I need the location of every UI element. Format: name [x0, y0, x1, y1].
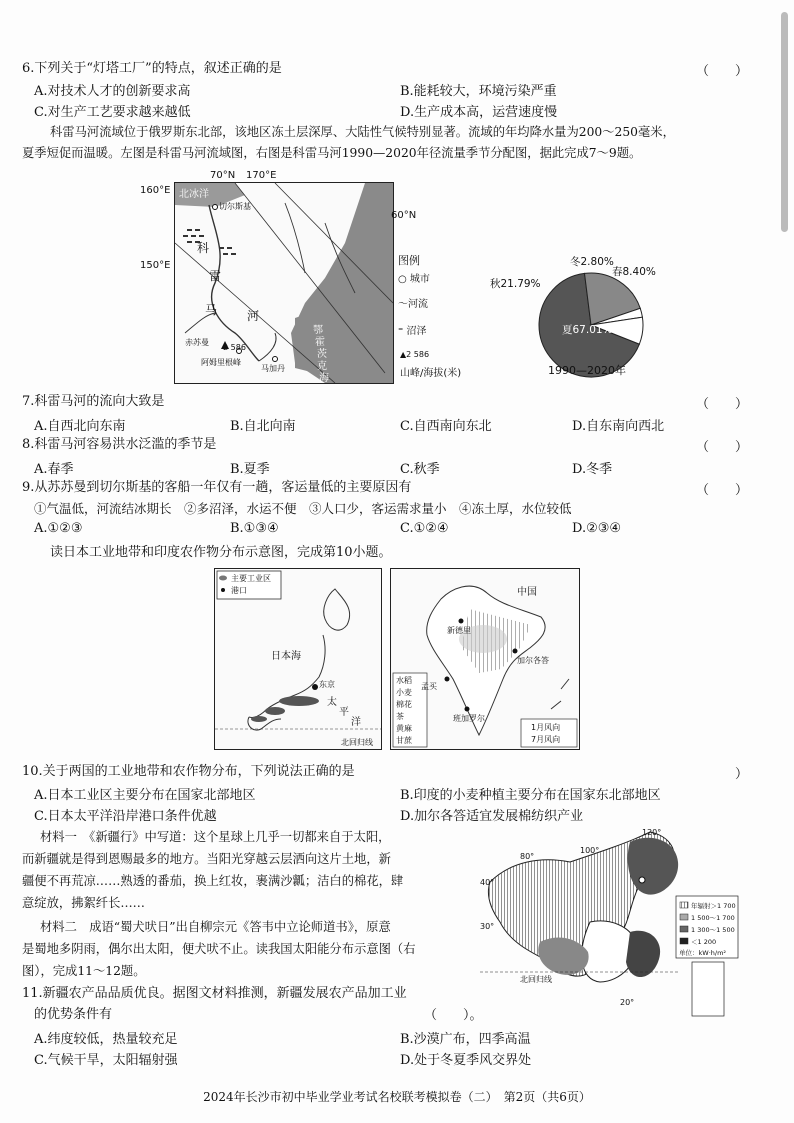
q6-paren: （ ）: [695, 64, 748, 79]
q10-option-a: A.日本工业区主要分布在国家北部地区: [34, 788, 256, 803]
q9-option-d: D.②③④: [572, 521, 622, 536]
legend-peak: 山峰/海拔(米): [400, 368, 462, 379]
legend-city-label: 城市: [409, 274, 430, 285]
q11-option-a: A.纬度较低，热量较充足: [34, 1032, 178, 1047]
map-city-chersky: 切尔斯基: [219, 202, 251, 211]
legend-river-label: 河流: [408, 299, 428, 310]
q10-paren: ）: [734, 767, 748, 782]
map-label-170e: 170°E: [246, 170, 277, 181]
q10-option-c: C.日本太平洋沿岸港口条件优越: [34, 809, 217, 824]
map-sea-okhotsk-3: 茨: [317, 349, 327, 360]
chinamap-legend-2: 1 500～1 700: [691, 914, 735, 922]
japan-map: [214, 568, 382, 750]
map-label-60n: 60°N: [391, 210, 417, 221]
chinamap-lat-20: 20°: [620, 998, 635, 1007]
map-sea-okhotsk-2: 霍: [315, 337, 325, 348]
q9-option-a: A.①②③: [34, 521, 83, 536]
legend-city-icon: ○: [398, 274, 407, 285]
india-legend-jute: 黄麻: [396, 724, 412, 733]
q8-stem: 8.科雷马河容易洪水泛滥的季节是: [22, 437, 217, 452]
pie-label-summer: 夏67.01%: [562, 324, 613, 336]
india-city-newdelhi: 新德里: [447, 626, 471, 635]
legend-title: 图例: [398, 254, 420, 267]
q11-stem-line2: 的优势条件有: [34, 1007, 113, 1022]
q7-option-a: A.自西北向东南: [34, 419, 126, 434]
india-legend-wind-jul: 7月风向: [531, 735, 561, 744]
chinamap-lat-30: 30°: [480, 922, 495, 931]
q9-option-b: B.①③④: [230, 521, 279, 536]
india-legend-cotton: 棉花: [396, 700, 412, 709]
q6-option-c: C.对生产工艺要求越来越低: [34, 105, 191, 120]
pie-label-autumn: 秋21.79%: [490, 278, 541, 290]
q7-option-c: C.自西南向东北: [400, 419, 492, 434]
chinamap-tropic: 北回归线: [520, 975, 552, 984]
q6-option-a: A.对技术人才的创新要求高: [34, 84, 191, 99]
map-city-susuman: 赤苏曼: [185, 338, 209, 347]
chinamap-legend-4: ＜1 200: [691, 938, 717, 946]
chinamap-lon-120: 120°: [642, 828, 662, 837]
legend-river: [398, 295, 428, 310]
india-legend-tea: 茶: [396, 712, 404, 721]
q11-paren: （ ）。: [424, 1008, 483, 1023]
q10-option-b: B.印度的小麦种植主要分布在国家东北部地区: [400, 788, 661, 803]
map-label-70n: 70°N: [210, 170, 236, 181]
legend-swamp-icon: ⁼: [398, 326, 404, 337]
intro-10: 读日本工业地带和印度农作物分布示意图，完成第10小题。: [50, 545, 392, 560]
map-label-150e: 150°E: [140, 260, 171, 271]
japan-ocean-2: 平: [339, 707, 349, 718]
india-legend-rice: 水稻: [396, 676, 412, 685]
japan-city-tokyo: 东京: [319, 680, 335, 689]
q7-option-d: D.自东南向西北: [572, 419, 665, 434]
legend-peak-value: ▲2 586: [400, 350, 430, 359]
chinamap-legend-unit: 单位：kW·h/m²: [679, 949, 727, 957]
q6-option-b: B.能耗较大，环境污染严重: [400, 84, 557, 99]
q8-option-d: D.冬季: [572, 462, 613, 477]
material1-line1: 材料一 《新疆行》中写道：这个星球上几乎一切都来自于太阳，: [40, 830, 391, 844]
china-solar-map: [480, 822, 742, 1018]
japan-sea-3: 海: [291, 651, 301, 662]
map-river-char1: 科: [197, 241, 210, 255]
legend-swamp: [398, 322, 426, 337]
kolyma-map-drawing: [175, 183, 393, 383]
q9-paren: （ ）: [695, 483, 748, 498]
map-city-magadan: 马加丹: [261, 364, 285, 373]
material2-line3: 图），完成11～12题。: [22, 964, 146, 978]
india-legend-wheat: 小麦: [396, 688, 412, 697]
map-sea-okhotsk-5: 海: [319, 373, 329, 384]
q9-items: ①气温低，河流结冰期长 ②多沼泽，水运不便 ③人口少，客运需求量小 ④冻土厚，水位较低: [34, 501, 572, 516]
japan-ocean-3: 洋: [351, 717, 361, 728]
material1-line3: 疆便不再荒凉……熟透的番茄，换上红妆，裹满沙瓤；洁白的棉花，肆: [22, 874, 404, 888]
q10-option-d: D.加尔各答适宜发展棉纺织产业: [400, 809, 584, 824]
map-river-char3: 马: [205, 303, 218, 317]
material1-line4: 意绽放，拂絮纤长……: [22, 896, 145, 910]
pie-label-spring: 春8.40%: [612, 266, 656, 278]
japan-legend-port: 港口: [231, 586, 247, 595]
pie-label-winter: 冬2.80%: [570, 256, 614, 268]
map-mountain-name: 阿姆里根峰: [201, 358, 241, 367]
chinamap-lat-40: 40°: [480, 878, 495, 887]
legend-city: [398, 270, 430, 285]
chinamap-legend-3: 1 300～1 500: [691, 926, 735, 934]
india-label-china: 中国: [517, 587, 537, 598]
japan-legend-industry: 主要工业区: [231, 574, 271, 583]
chinamap-legend-1: 年辐射＞1 700: [691, 902, 736, 910]
intro-7-9-line1: 科雷马河流域位于俄罗斯东北部，该地区冻土层深厚、大陆性气候特别显著。流域的年均降水量为200～250毫米，: [50, 125, 675, 139]
india-map: [390, 568, 580, 750]
kolyma-map: [174, 182, 394, 384]
japan-ocean-1: 太: [327, 697, 337, 708]
map-label-160e: 160°E: [140, 185, 171, 196]
vertical-scrollbar[interactable]: [781, 12, 788, 232]
q9-stem: 9.从苏苏曼到切尔斯基的客船一年仅有一趟，客运量低的主要原因有: [22, 480, 412, 495]
chinamap-lon-80: 80°: [520, 852, 535, 861]
material2-line2: 是蜀地多阴雨，偶尔出太阳，便犬吠不止。读我国太阳能分布示意图（右: [22, 942, 416, 956]
q11-option-d: D.处于冬夏季风交界处: [400, 1053, 532, 1068]
material1-line2: 而新疆就是得到恩赐最多的地方。当阳光穿越云层洒向这片土地，新: [22, 852, 391, 866]
map-sea-okhotsk-1: 鄂: [313, 325, 323, 336]
q8-option-c: C.秋季: [400, 462, 440, 477]
q8-option-a: A.春季: [34, 462, 74, 477]
japan-sea-2: 本: [281, 651, 291, 662]
intro-7-9-line2: 夏季短促而温暖。左图是科雷马河流域图，右图是科雷马河1990—2020年径流量季节分配图，据此完成7～9题。: [22, 146, 642, 160]
india-city-kolkata: 加尔各答: [517, 656, 549, 665]
q11-option-b: B.沙漠广布，四季高温: [400, 1032, 531, 1047]
india-city-mumbai: 孟买: [421, 682, 437, 691]
japan-sea-1: 日: [271, 651, 281, 662]
q9-option-c: C.①②④: [400, 521, 449, 536]
india-legend-sugarcane: 甘蔗: [396, 736, 412, 745]
q11-stem-line1: 11.新疆农产品品质优良。据图文材料推测，新疆发展农产品加工业: [22, 986, 407, 1001]
map-river-char2: 雷: [209, 269, 222, 283]
legend-river-icon: 〜: [398, 299, 408, 310]
map-sea-okhotsk-4: 克: [317, 361, 327, 372]
q11-option-c: C.气候干旱，太阳辐射强: [34, 1053, 178, 1068]
legend-swamp-label: 沼泽: [406, 326, 427, 337]
map-peak-value: 2 586: [223, 343, 246, 352]
material2-line1: 材料二 成语“蜀犬吠日”出自柳宗元《答韦中立论师道书》，原意: [40, 920, 391, 934]
map-river-char4: 河: [247, 309, 260, 323]
q8-paren: （ ）: [695, 440, 748, 455]
q7-paren: （ ）: [695, 397, 748, 412]
q7-option-b: B.自北向南: [230, 419, 296, 434]
india-city-bangalore: 班加罗尔: [453, 714, 485, 723]
q6-option-d: D.生产成本高，运营速度慢: [400, 105, 558, 120]
chinamap-lon-100: 100°: [580, 846, 600, 855]
pie-caption: 1990—2020年: [548, 364, 626, 377]
map-arctic-ocean: 北冰洋: [179, 189, 209, 200]
q7-stem: 7.科雷马河的流向大致是: [22, 394, 165, 409]
india-legend-wind-jan: 1月风向: [531, 723, 561, 732]
q10-stem: 10.关于两国的工业地带和农作物分布，下列说法正确的是: [22, 764, 355, 779]
page-footer: 2024年长沙市初中毕业学业考试名校联考模拟卷（二） 第2页（共6页）: [203, 1090, 591, 1104]
q8-option-b: B.夏季: [230, 462, 270, 477]
japan-tropic-label: 北回归线: [341, 738, 373, 747]
q6-stem: 6.下列关于“灯塔工厂”的特点，叙述正确的是: [22, 61, 282, 76]
